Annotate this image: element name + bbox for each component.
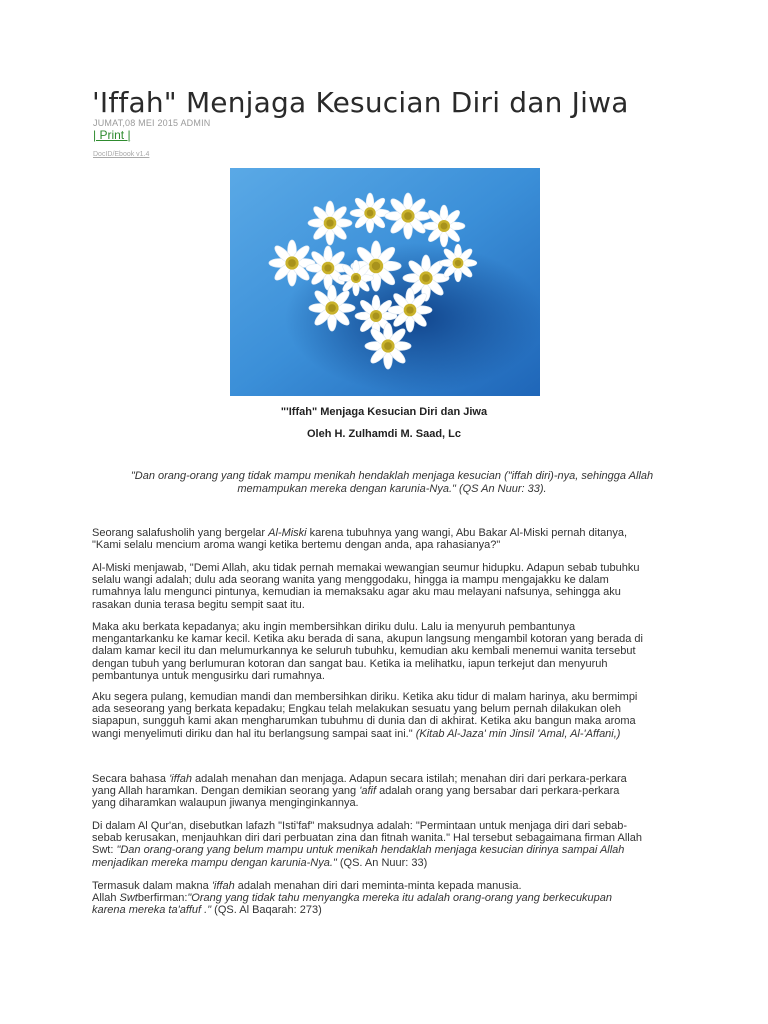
opening-quote: "Dan orang-orang yang tidak mampu menikah hendaklah menjaga kesucian ("iffah diri)-nya, sehingga Allah memampukan mereka dengan karunia-Nya." (QS An Nuur: 33). (130, 470, 654, 495)
paragraph-1: Seorang salafusholih yang bergelar Al-Miski karena tubuhnya yang wangi, Abu Bakar Al-Miski pernah ditanya, "Kami selalu mencium aroma wangi ketika bertemu dengan anda, apa rahasianya?" (92, 527, 628, 552)
paragraph-2: Al-Miski menjawab, "Demi Allah, aku tidak pernah memakai wewangian seumur hidupku. Adapun sebab tubuhku selalu wangi adalah; dulu ada seorang wanita yang menggodaku, hingga ia mampu mengajakku ke dalam rumahnya lalu mengunci pintunya, kemudian ia memaksaku agar aku mau melayani nafsunya, sehingga aku rasakan dunia terasa begitu sempit saat itu. (92, 562, 640, 611)
paragraph-7: Termasuk dalam makna 'iffah adalah menahan diri dari meminta-minta kepada manusia. Allah Swtberfirman:"Orang yang tidak tahu menyangka mereka itu adalah orang-orang yang berkecukupan karena mereka ta'affuf ." (QS. Al Baqarah: 273) (92, 880, 613, 917)
paragraph-4: Aku segera pulang, kemudian mandi dan membersihkan diriku. Ketika aku tidur di malam harinya, aku bermimpi ada seseorang yang berkata kepadaku; Engkau telah melakukan sesuatu yang belum pernah dilakukan oleh siapapun, sungguh kami akan mengharumkan tubuhmu di dunia dan di akhirat. Ketika aku bangun maka aroma wangi menyelimuti diriku dan hal itu berlangsung sampai saat ini." (Kitab Al-Jaza' min Jinsil 'Amal, Al-'Affani,) (92, 691, 638, 740)
paragraph-6: Di dalam Al Qur'an, disebutkan lafazh "Isti'faf" maksudnya adalah: "Permintaan untuk menjaga diri dari sebab- sebab kerusakan, menjauhkan diri dari perbuatan zina dan fitnah wanita." Hal tersebut sebagaimana firman Allah Swt: "Dan orang-orang yang belum mampu untuk menikah hendaklah menjaga kesucian dirinya sampai Allah menjadikan mereka mampu dengan karunia-Nya." (QS. An Nuur: 33) (92, 820, 642, 869)
article-title: 'Iffah" Menjaga Kesucian Diri dan Jiwa (92, 86, 629, 119)
caption-author: Oleh H. Zulhamdi M. Saad, Lc (306, 428, 462, 440)
paragraph-3: Maka aku berkata kepadanya; aku ingin membersihkan diriku dulu. Lalu ia menyuruh pembantunya mengantarkanku ke kamar kecil. Ketika aku berada di sana, akupun langsung mengambil kotoran yang berada di dalam kamar kecil itu dan melumurkannya ke seluruh tubuhku, kemudian aku kembali menemui wanita tersebut dengan tubuh yang berlumuran kotoran dan sangat bau. Ketika ia melihatku, iapun terkejut dan menyuruh pembantunya untuk mengusirku dari rumahnya. (92, 621, 643, 682)
print-link[interactable]: | Print | (93, 128, 131, 142)
doc-id-link[interactable]: DocID/Ebook v1.4 (93, 151, 150, 158)
paragraph-5: Secara bahasa 'iffah adalah menahan dan menjaga. Adapun secara istilah; menahan diri dari perkara-perkara yang Allah haramkan. Dengan demikian seorang yang 'afif adalah orang yang bersabar dari perkara-perkara yang diharamkan walaupun jiwanya menginginkannya. (92, 773, 627, 810)
article-meta: JUMAT,08 MEI 2015 ADMIN (93, 118, 211, 128)
daisy-heart-image (230, 168, 540, 396)
caption-title: "'Iffah" Menjaga Kesucian Diri dan Jiwa (280, 406, 488, 418)
